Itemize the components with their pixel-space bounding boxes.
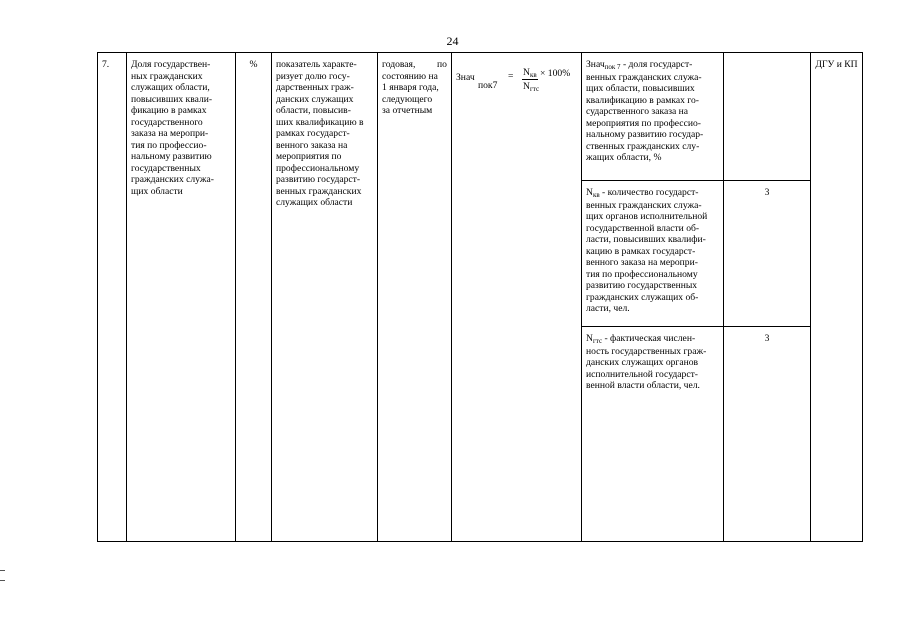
component-line: щих области, повысивших: [586, 83, 695, 94]
responsible: ДГУ и КП: [815, 59, 858, 70]
formula-lhs-sub: пок7: [478, 80, 498, 91]
periodicity-cell: [378, 53, 452, 542]
component-symbol: N: [586, 187, 593, 198]
indicator-name-line: повысивших квали-: [131, 93, 213, 105]
component-line: исполнительной государст-: [586, 368, 698, 380]
formula-multiplier: × 100%: [540, 68, 571, 79]
fraction-line: [522, 79, 538, 80]
page-number: 24: [446, 34, 459, 48]
periodicity-line: состоянию на: [382, 70, 438, 82]
periodicity-line: годовая, по: [382, 59, 447, 70]
component-line: государственной власти об-: [586, 222, 700, 234]
periodicity-line: 1 января года,: [382, 82, 439, 93]
formula: [456, 67, 577, 101]
definition-line: мероприятия по: [276, 151, 342, 162]
component-line: сударственного заказа на: [586, 106, 689, 117]
responsible-cell: [811, 53, 863, 542]
indicator-name-cell: [127, 53, 236, 542]
indicator-name-line: щих области: [131, 185, 183, 197]
formula-cell: [452, 53, 582, 542]
definition-line: венных гражданских: [276, 185, 362, 197]
component-line: ласти, чел.: [586, 303, 630, 314]
indicator-table: [97, 52, 863, 542]
component-line: - количество государст-: [599, 187, 699, 198]
component-cell: [582, 181, 724, 327]
method-cell: 3: [724, 181, 811, 327]
unit: %: [249, 59, 258, 70]
component-line: венных гражданских служа-: [586, 71, 702, 83]
indicator-name-line: тия по профессио-: [131, 139, 207, 151]
definition-line: показатель характе-: [276, 59, 357, 70]
row-number: 7.: [102, 59, 110, 70]
indicator-name-line: государственного: [131, 116, 203, 128]
indicator-name-line: гражданских служа-: [131, 174, 214, 185]
row-number-cell: [98, 53, 127, 542]
formula-equals: =: [508, 71, 514, 82]
indicator-name-line: фикацию в рамках: [131, 105, 207, 116]
definition-cell: [272, 53, 378, 542]
scan-mark: [0, 580, 5, 581]
component-line: ласти, повысивших квалифи-: [586, 234, 706, 245]
formula-denominator: $N_{гтс}$: [523, 81, 540, 93]
method-cell: 3: [724, 327, 811, 542]
scan-mark: [0, 570, 5, 571]
definition-line: ших квалификацию в: [276, 116, 364, 128]
definition-line: венного заказа на: [276, 139, 348, 151]
component-line: - доля государст-: [620, 59, 693, 70]
component-cell: [582, 327, 724, 542]
component-line: данских служащих органов: [586, 357, 699, 368]
definition-line: области, повысив-: [276, 105, 351, 116]
component-line: ственных гражданских слу-: [586, 140, 700, 152]
component-symbol: N: [586, 333, 593, 344]
indicator-name-line: служащих области,: [131, 82, 210, 93]
component-line: гражданских служащих об-: [586, 291, 699, 303]
definition-line: служащих области: [276, 197, 353, 208]
table-row: [98, 53, 863, 181]
indicator-name-line: ных гражданских: [131, 70, 203, 82]
definition-line: ризует долю госу-: [276, 70, 350, 82]
indicator-name-line: Доля государствен-: [131, 59, 211, 70]
component-line: щих органов исполнительной: [586, 211, 708, 222]
component-line: тия по профессиональному: [586, 268, 698, 280]
definition-line: данских служащих: [276, 93, 354, 105]
component-line: развитию государственных: [586, 280, 698, 291]
component-line: - фактическая числен-: [602, 333, 696, 344]
formula-lhs: Знач: [456, 72, 475, 83]
periodicity-line: за отчетным: [382, 105, 433, 116]
component-symbol-sub: пок 7: [604, 63, 621, 71]
component-line: ность государственных граж-: [586, 345, 707, 357]
component-cell: [582, 53, 724, 181]
unit-cell: [236, 53, 272, 542]
indicator-name-line: заказа на меропри-: [131, 128, 209, 139]
indicator-name-line: государственных: [131, 162, 201, 174]
component-line: мероприятия по профессио-: [586, 117, 701, 129]
periodicity-line: следующего: [382, 93, 433, 105]
component-line: венной власти области, чел.: [586, 380, 700, 391]
component-symbol-sub: кв: [592, 191, 600, 199]
method-cell: [724, 53, 811, 181]
formula-numerator: $N_{кв}$: [523, 67, 537, 79]
component-symbol: Знач: [586, 59, 605, 70]
component-symbol-sub: гтс: [592, 337, 603, 345]
indicator-name-line: нальному развитию: [131, 151, 212, 162]
definition-line: развитию государст-: [276, 174, 361, 185]
component-line: нальному развитию государ-: [586, 129, 704, 140]
definition-line: дарственных граж-: [276, 82, 354, 93]
definition-line: рамках государст-: [276, 128, 350, 139]
component-line: жащих области, %: [586, 152, 662, 163]
component-line: венных гражданских служа-: [586, 199, 702, 211]
component-line: венного заказа на меропри-: [586, 257, 698, 268]
component-line: квалификацию в рамках го-: [586, 94, 699, 106]
component-line: кацию в рамках государст-: [586, 245, 696, 257]
definition-line: профессиональному: [276, 162, 360, 174]
